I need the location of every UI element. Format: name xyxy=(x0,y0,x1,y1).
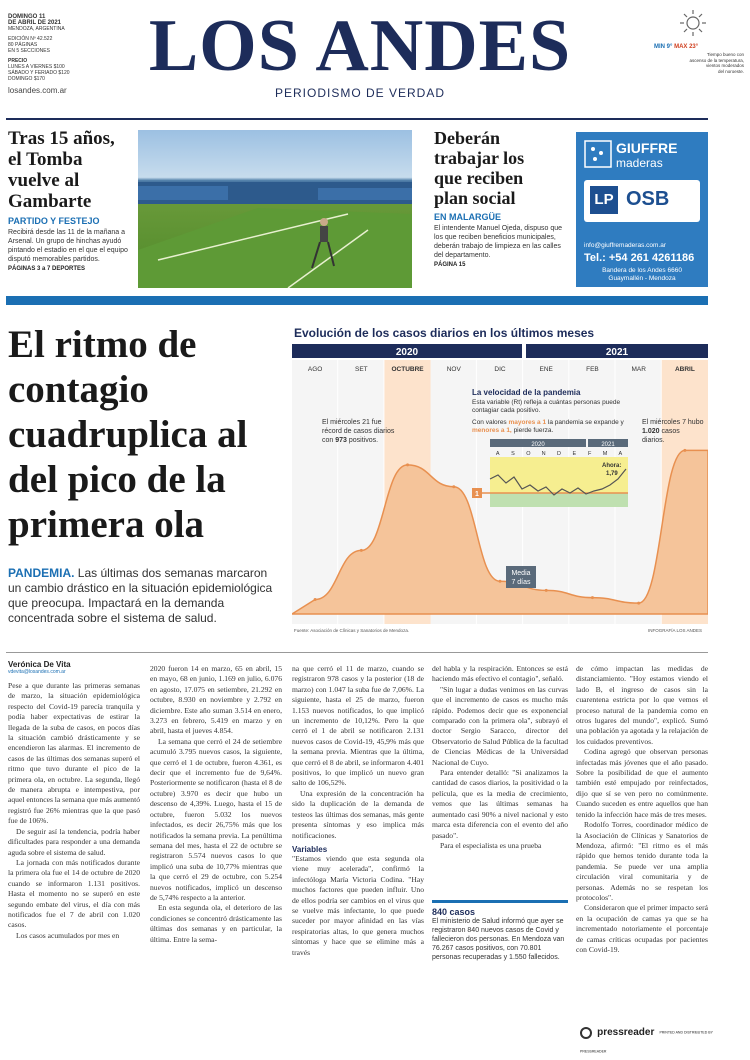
month-tick-label: FEB xyxy=(586,366,599,373)
paragraph: Consideraron que el primer impacto será en la ocupación de camas ya que se ha incrementado notoriamente el porcentaje de camas críticas ocupadas por pacientes con Covid-19. xyxy=(576,903,708,954)
headline-line: Deberán xyxy=(434,128,500,148)
inset-now-value: 1,79 xyxy=(606,471,618,477)
paragraph: Para el especialista es una prueba xyxy=(440,840,542,850)
weather-note-line: ascenso de la temperatura, xyxy=(689,57,744,63)
headline-line: el Tomba xyxy=(8,149,83,170)
inset-month-label: O xyxy=(526,451,531,457)
subhead: Variables xyxy=(292,844,328,854)
body-col-3 xyxy=(292,664,424,958)
data-point xyxy=(314,598,317,601)
stadium-photo xyxy=(138,130,412,288)
ad-address2: Guaymallén - Mendoza xyxy=(608,275,676,282)
year-label-2020: 2020 xyxy=(395,347,419,358)
paragraph: "Estamos viendo que esta segunda ola viene muy acelerada", confirmó la infectóloga María Victoria Codina. "Hay muchos factores que pueden influir. Uno de ellos podría ser cambios en el virus que se vuelve más infectante, lo que puede suceder por mayor afinidad en las vías respiratorias altas, lo que genera muchos síntomas y hace que se elimine más a través xyxy=(292,853,424,957)
weather-note xyxy=(654,52,744,74)
inset-year-label: 2020 xyxy=(531,442,545,448)
section-divider xyxy=(6,296,708,305)
pressreader-badge[interactable] xyxy=(580,1022,740,1054)
story-plan-text: El intendente Manuel Ojeda, dispuso que los que reciben beneficios municipales, deberán trabajo de limpieza en las calles del departamento. xyxy=(434,225,563,259)
headline-line: Gambarte xyxy=(8,191,92,212)
chart-source: Fuente: Asociación de Clínicas y Sanatorios de Mendoza. xyxy=(294,628,410,633)
story-tomba-text: Recibirá desde las 11 de la mañana a Arsenal. Un grupo de hinchas ayudó pintando el estadio en el que el equipo disputó memorables partidos. xyxy=(8,229,128,263)
lp-logo: LP xyxy=(590,186,618,214)
ad-email[interactable]: info@giuffremaderas.com.ar xyxy=(584,242,666,249)
media-label: Media xyxy=(511,570,531,577)
inset-text2-e: pierde fuerza. xyxy=(513,427,554,434)
story-tomba-kicker: PARTIDO Y FESTEJO xyxy=(8,216,100,226)
inset-text2-c: la pandemia se expande y xyxy=(547,419,624,426)
weather-min: MIN 9° xyxy=(654,44,673,50)
price-line: DOMINGO $170 xyxy=(8,76,45,82)
deck-text: Las últimas dos semanas marcaron un cambio drástico en la situación epidemiológica que preocupa. Impactará en la demanda concentrada sobre el sistema de salud. xyxy=(8,566,273,625)
paragraph: De seguir así la tendencia, podría haber dificultades para responder a una demanda aguda sobre el sistema de salud. xyxy=(8,826,140,857)
inset-title: La velocidad de la pandemia xyxy=(472,388,581,397)
ad-address1: Bandera de los Andes 6660 xyxy=(602,267,682,274)
edition-info xyxy=(8,14,108,94)
month-tick-label: MAR xyxy=(631,366,646,373)
note-right-suffix: casos diarios. xyxy=(642,428,680,444)
masthead-rule xyxy=(6,118,708,120)
inset-month-label: N xyxy=(541,451,546,457)
month-tick-label: ENE xyxy=(539,366,553,373)
chart-credit: INFOGRAFÍA LOS ANDES xyxy=(648,628,703,633)
ad-logo-icon xyxy=(584,140,612,168)
price-label: PRECIO xyxy=(8,58,28,64)
masthead-title: LOS ANDES xyxy=(148,5,572,87)
inset-year-label: 2021 xyxy=(601,442,615,448)
inset-month-label: F xyxy=(587,451,592,457)
data-point xyxy=(683,449,686,452)
body-col-4 xyxy=(432,664,568,851)
note-left xyxy=(322,418,400,445)
date-line1: DOMINGO 11 xyxy=(8,14,46,20)
note-right-text: El miércoles 7 hubo xyxy=(642,419,704,426)
paragraph: En esta segunda ola, el deterioro de las condiciones se concentró drásticamente las últimas dos semanas y en particular, la última. Entre la sema- xyxy=(150,903,282,944)
main-headline: El ritmo de contagio cuadruplica al del pico de la primera ola xyxy=(8,323,248,546)
headline-line: trabajar los xyxy=(434,148,525,168)
data-point xyxy=(406,463,409,466)
month-tick-label: ABRIL xyxy=(674,366,695,373)
inset-text2 xyxy=(472,419,632,435)
edition-line: 80 PÁGINAS xyxy=(8,42,38,48)
edition-line: EN 5 SECCIONES xyxy=(8,48,50,54)
cases-box xyxy=(432,900,568,1015)
inset-month-label: S xyxy=(511,451,515,457)
stadium-illustration xyxy=(138,130,412,288)
data-point xyxy=(637,602,640,605)
price-line: LUNES A VIERNES $100 xyxy=(8,64,65,70)
price-line: SÁBADO Y FERIADO $120 xyxy=(8,70,70,76)
month-column xyxy=(292,360,337,624)
inset-text: Esta variable (Rt) refleja a cuántas personas puede contagiar cada positivo. xyxy=(472,399,621,414)
inset-month-label: M xyxy=(602,451,608,457)
month-tick-label: AGO xyxy=(307,366,323,373)
pressreader-label: pressreader xyxy=(597,1027,655,1038)
story-plan-headline xyxy=(434,128,568,208)
headline-line: Tras 15 años, xyxy=(8,128,115,149)
paragraph: Codina agregó que observan personas infectadas más jóvenes que el año pasado. Sobre la posibilidad de que el aumento también esté empujado por reinfectados, dijo que sí se ven pero no comúnmente. Cuando suceden es entre aquellos que han tenido la infección hace más de tres meses. xyxy=(576,747,708,819)
headline-line: vuelve al xyxy=(8,170,80,191)
month-tick-label: OCTUBRE xyxy=(391,366,424,373)
paragraph: Los casos acumulados por mes en xyxy=(16,930,120,940)
data-point xyxy=(591,596,594,599)
story-plan-pages: PÁGINA 15 xyxy=(434,262,466,268)
weather-max: MAX 23° xyxy=(674,44,699,50)
weather-note-line: del noroeste. xyxy=(717,68,744,74)
cases-box-title: 840 casos xyxy=(432,907,476,917)
media-value: 7 días xyxy=(511,579,531,586)
paragraph: La semana que cerró el 24 de setiembre acumuló 3.795 nuevos casos, la siguiente, que cerró el 1 de octubre, fueron 4.361, es decir que el incremento fue de 9,64%. Posteriormente se notificaron (hasta el 8 de octubre) 3.970 es decir que hubo un descenso de 4,39%. Luego, hasta el 15 de octubre, fueron 5.032 los nuevos infectados, es decir 26,75% más que los notificados la semana previa. La penúltima semana del mes, hasta el 22 de octubre se registraron 5.574 nuevos casos lo que implicó una suba de 10,77% mientras que la que cerró el 29 de octubre, con 5.254 nuevos notificados, implicó un descenso de 5,74% respecto a la anterior. xyxy=(150,736,282,902)
rt-chart xyxy=(472,439,632,529)
paragraph: Pese a que durante las primeras semanas de marzo, la situación epidemiológica respecto del Covid-19 parecía tranquila y podía haber expectativas de estirar la llegada de la suba de casos, en pocos días la situación cambió drásticamente y se encendieron las alarmas. El incremento de casos de las últimas dos semanas superó el ritmo que tuvo durante el pico de la primera ola, en octubre. La segunda, llegó de manera abrupta e intempestiva, por aquel entonces la semana que más aumentó registró fue 26% mientras que la que pasó fue de 106%. xyxy=(8,681,140,826)
weather-note-line: Tiempo bueno con xyxy=(706,52,744,57)
pressreader-icon xyxy=(580,1027,592,1039)
paragraph: de cómo impactan las medidas de distanciamiento. "Hoy estamos viendo el lado B, el ingreso de casos sin la cuarentena estricta por lo que vemos el proceso natural de la pandemia como en otros lugares del mundo", explicó. Sumó una población ya agotada y la relajación de los cuidados preventivos. xyxy=(576,664,708,746)
data-point xyxy=(452,485,455,488)
ad-brand-sub: maderas xyxy=(616,156,663,170)
inset-one-label: 1 xyxy=(475,491,479,498)
chart-title: Evolución de los casos diarios en los últimos meses xyxy=(294,326,595,340)
paragraph: Para entender detalló: "Si analizamos la cantidad de casos diarios, la positividad o la película, que es la media de crecimiento, vemos que las últimas semanas ha aumentado casi 90% a nivel nacional y esto marca esta diferencia con el evento del año pasado". xyxy=(432,768,568,840)
byline-email[interactable]: vdevita@losandes.com.ar xyxy=(8,669,66,675)
weather-note-line: vientos moderados xyxy=(705,63,744,68)
inset-text2-b: mayores a 1 xyxy=(508,419,547,426)
story-tomba[interactable] xyxy=(8,128,132,272)
data-point xyxy=(360,549,363,552)
body-col-2 xyxy=(150,664,282,945)
rt-inset xyxy=(472,388,632,548)
paragraph: La jornada con más notificados durante la primera ola fue el 14 de octubre de 2020 cuando se informaron 1.131 positivos. Hasta el momento no se superó en este segundo embate del virus, el día con más notificados fue el 7 de abril con 1.020 casos. xyxy=(8,857,140,930)
data-point xyxy=(499,580,502,583)
edition-line: EDICIÓN Nº 42.522 xyxy=(8,36,53,42)
main-deck xyxy=(8,566,280,626)
story-tomba-headline xyxy=(8,128,132,212)
paragraph: na que cerró el 11 de marzo, cuando se registraron 978 casos y la posterior (18 de marzo) con 1.047 la suba fue de 7,06%. La siguiente, hasta el 25 de marzo, fueron 1.153 nuevos notificados, lo que implicó un incremento de 10,12%. Pero la que cerró el 1 de abril se notificaron 2.131 nuevos casos de Covid-19, 45,9% más que la semana previa. Mientras que la última, que cerró el 8 de abril, se informaron 4.401 positivos, lo que implicó un nuevo gran salto de 106,52%. xyxy=(292,664,424,788)
osb-logo: OSB xyxy=(626,188,670,210)
story-plan-kicker: EN MALARGÜE xyxy=(434,212,501,222)
story-plan[interactable] xyxy=(434,128,568,268)
paragraph: del habla y la respiración. Entonces se está haciendo más efectivo el contagio", señaló. xyxy=(432,664,568,684)
note-left-text: El miércoles 21 fue récord de casos diarios con xyxy=(322,419,395,444)
sun-icon xyxy=(678,8,708,38)
month-tick-label: NOV xyxy=(446,366,461,373)
story-tomba-pages: PÁGINAS 3 a 7 DEPORTES xyxy=(8,266,86,272)
weather-box xyxy=(654,8,744,74)
headline-line: que reciben xyxy=(434,168,524,188)
headline-line: plan social xyxy=(434,188,516,208)
inset-text2-a: Con valores xyxy=(472,419,507,426)
note-left-value: 973 xyxy=(335,437,347,444)
body-col-5 xyxy=(576,664,708,955)
paragraph: Una expresión de la concentración ha sido la duplicación de la demanda de testeos las últimas dos semanas, más gente presenta síntomas y eso implica más notificaciones. xyxy=(292,788,424,840)
paragraph: Rodolfo Torres, coordinador médico de la Asociación de Clínicas y Sanatorios de Mendoza, afirmó: "El ritmo es el más rápido que hemos tenido durante toda la pandemia. Se puede ver una amplia circulación viral comunitaria y de personas. Además no se respetan los protocolos". xyxy=(576,820,708,902)
inset-month-label: A xyxy=(495,451,500,457)
pressreader-small: PRINTED AND DISTRIBUTED BY PRESSREADER xyxy=(580,1030,713,1054)
body-col-1 xyxy=(8,660,140,941)
paragraph: "Sin lugar a dudas venimos en las curvas que el incremento de casos es mucho más rápido. Podemos decir que es exponencial comparado con la primera ola", subrayó el doctor Sergio Saracco, director del Observatorio de Salud Pública de la facultad de Ciencias Médicas de la Universidad Nacional de Cuyo. xyxy=(432,684,568,767)
chart-area xyxy=(292,344,708,640)
month-tick-label: DIC xyxy=(494,366,506,373)
giuffre-ad[interactable] xyxy=(576,132,708,287)
cases-box-text: El ministerio de Salud informó que ayer se registraron 840 nuevos casos de Covid y fallecieron dos personas. En Mendoza van 76.267 casos positivos, con 70.801 personas recuperadas y 1.550 fallecidos. xyxy=(432,918,565,961)
inset-month-label: D xyxy=(557,451,561,457)
inset-month-label: A xyxy=(618,451,623,457)
masthead-tagline: PERIODISMO DE VERDAD xyxy=(274,86,446,100)
inset-zone-below xyxy=(490,493,628,507)
ad-phone[interactable]: Tel.: +54 261 4261186 xyxy=(584,252,695,264)
note-left-suffix: positivos. xyxy=(348,437,379,444)
inset-text2-d: menores a 1, xyxy=(472,427,512,434)
paragraph: 2020 fueron 14 en marzo, 65 en abril, 15 en mayo, 68 en junio, 1.169 en julio, 6.076 en agosto, 17.075 en setiembre, 21.292 en octubre, 8.930 en noviembre y 2.792 en diciembre. Este año suman 3.514 en enero, 3.273 en febrero, 5.419 en marzo y en abril, hasta el jueves 4.854. xyxy=(150,664,282,736)
website-link[interactable]: losandes.com.ar xyxy=(8,86,67,95)
inset-month-label: E xyxy=(572,451,577,457)
note-right xyxy=(642,418,704,445)
year-label-2021: 2021 xyxy=(605,347,629,358)
note-right-value: 1.020 xyxy=(642,428,660,435)
deck-kicker: PANDEMIA. xyxy=(8,566,75,580)
date-line2: DE ABRIL DE 2021 xyxy=(8,20,62,26)
inset-now-label: Ahora: xyxy=(602,463,622,469)
byline: Verónica De Vita xyxy=(8,660,71,669)
ad-logo-panel xyxy=(584,180,700,222)
city: MENDOZA, ARGENTINA xyxy=(8,26,65,32)
month-tick-label: SET xyxy=(355,366,368,373)
ad-brand: GIUFFRE xyxy=(616,140,678,156)
data-point xyxy=(545,589,548,592)
story-rule xyxy=(6,652,708,653)
